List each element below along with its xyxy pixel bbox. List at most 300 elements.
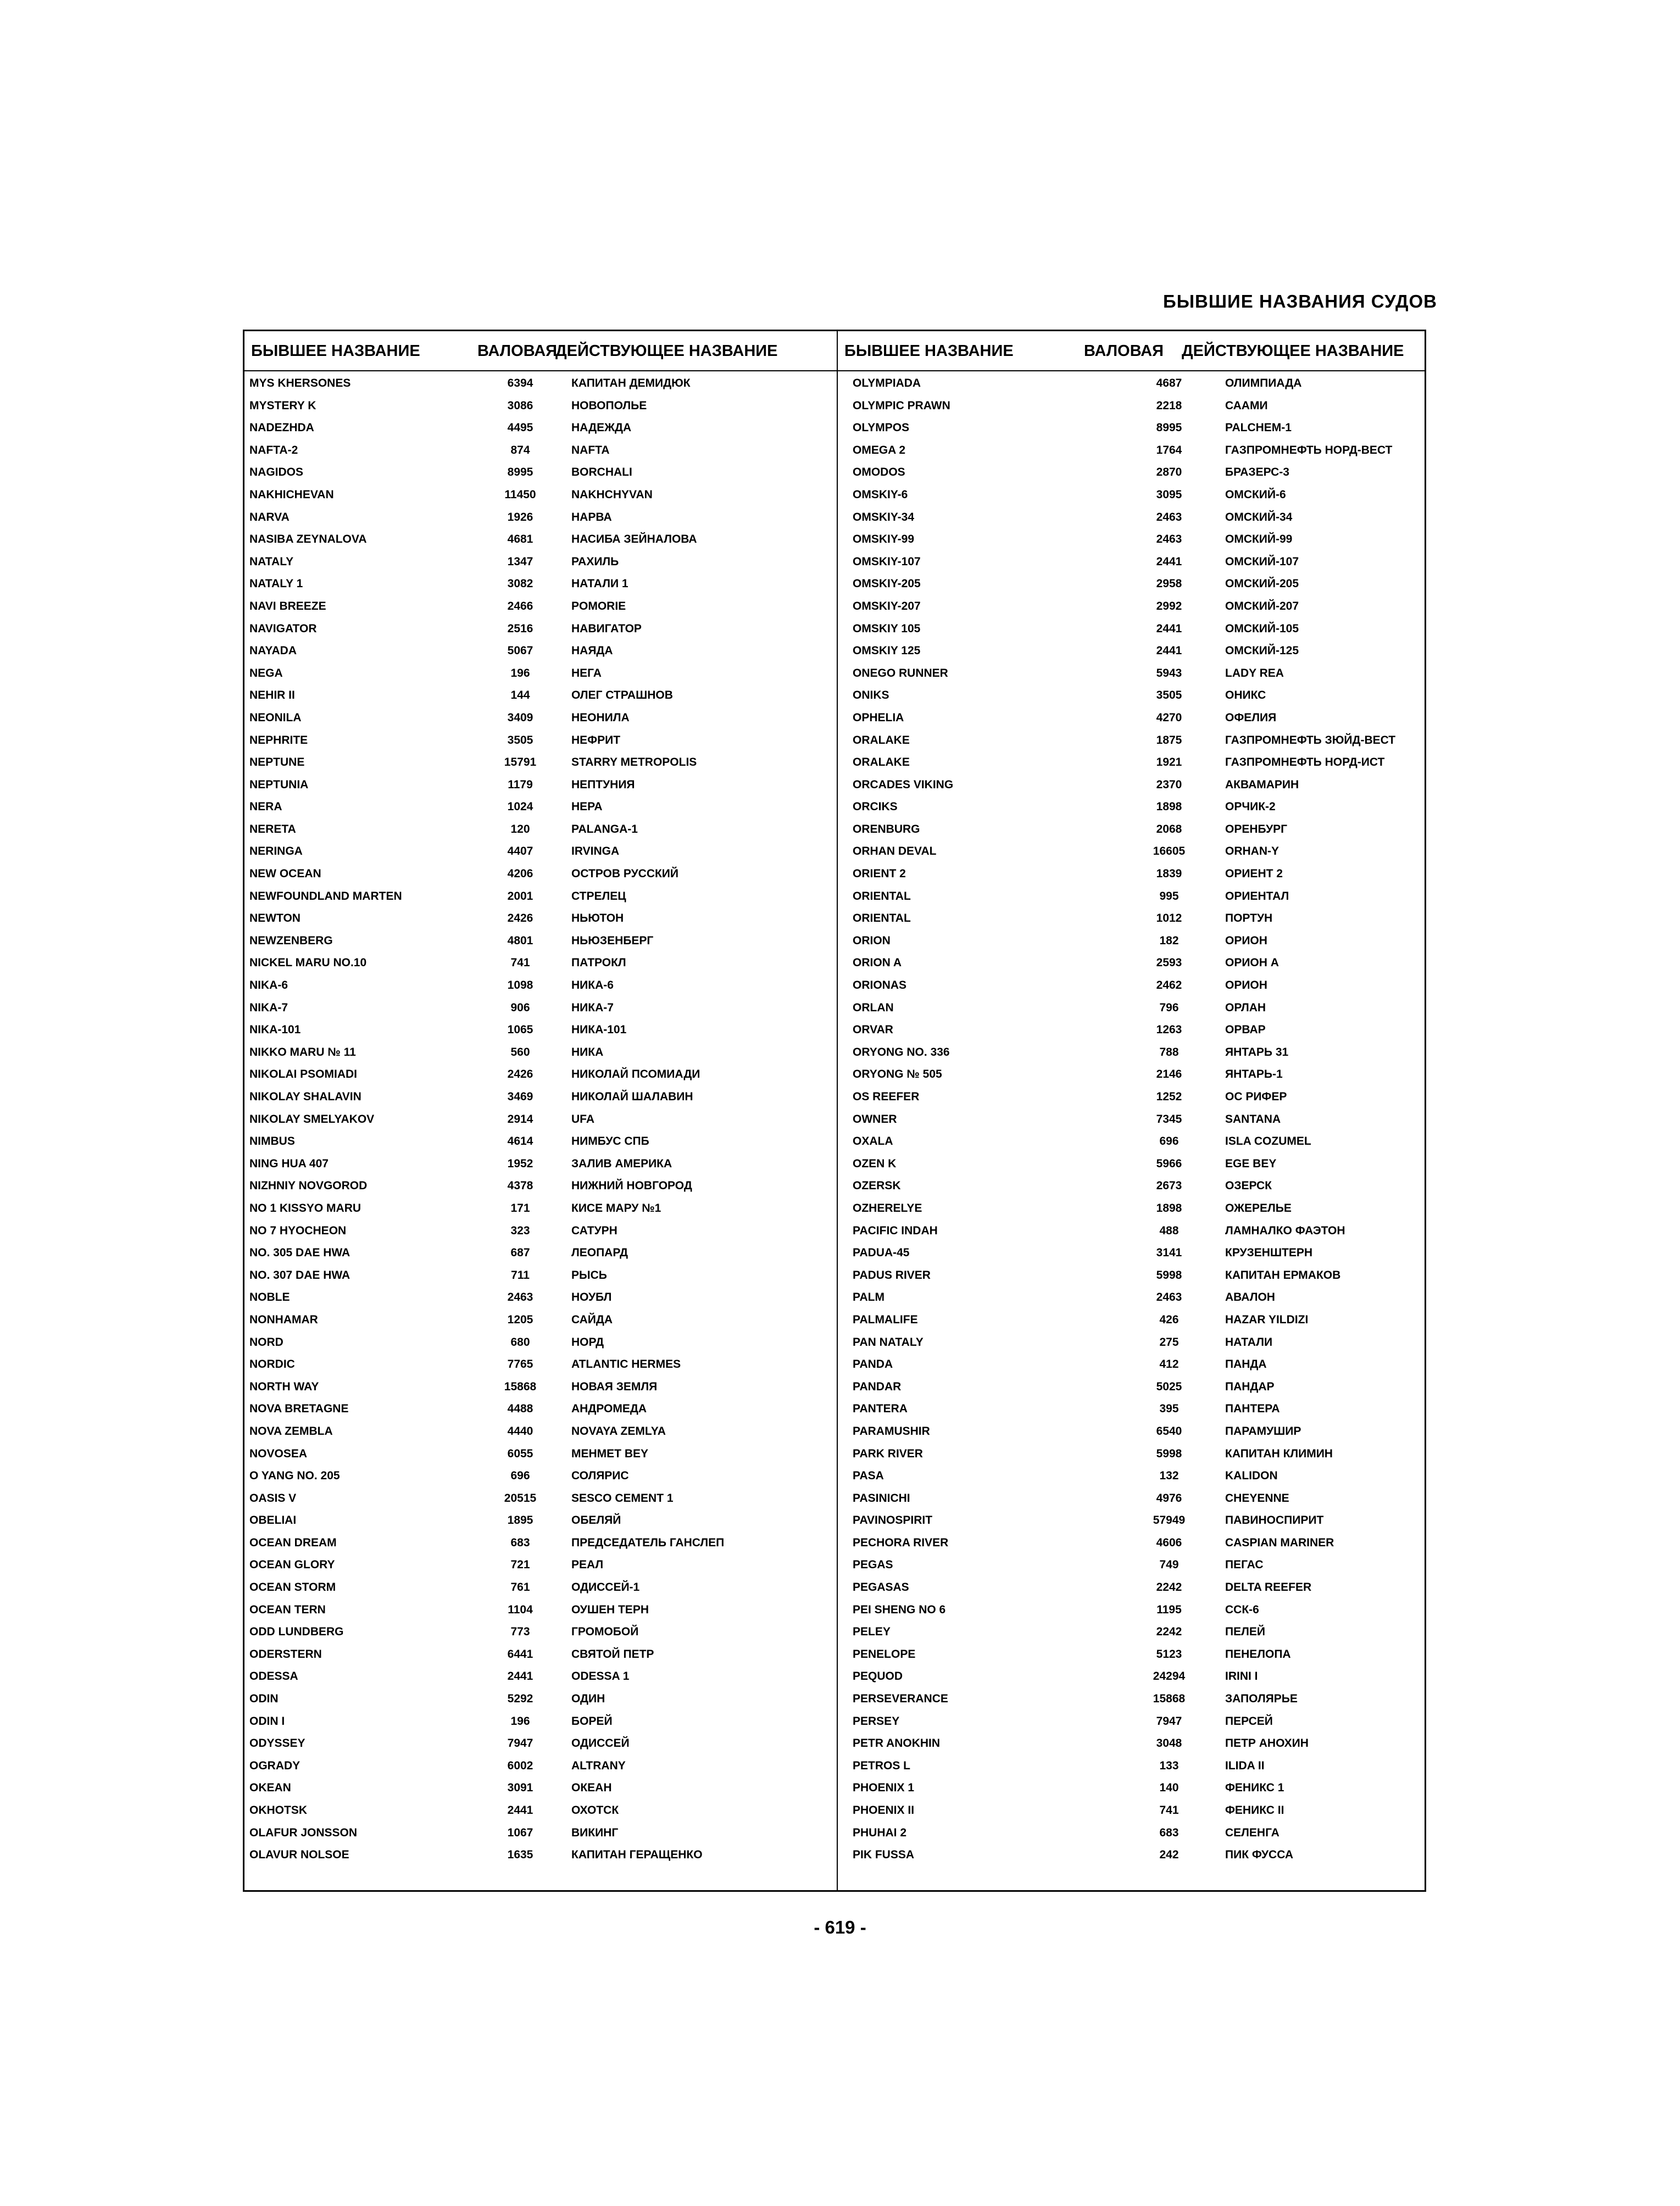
former-name-cell: OKHOTSK (249, 1804, 307, 1817)
table-row (838, 1332, 1429, 1355)
former-name-cell: NIZHNIY NOVGOROD (249, 1179, 368, 1193)
current-name-cell: ГАЗПРОМНЕФТЬ НОРД-ИСТ (1225, 756, 1385, 769)
gross-tonnage-cell: 683 (510, 1536, 530, 1549)
table-row (244, 1109, 836, 1132)
former-name-cell: NEPTUNIA (249, 778, 309, 791)
table-row (838, 1644, 1429, 1667)
gross-tonnage-cell: 140 (1159, 1781, 1179, 1795)
current-name-cell: EGE BEY (1225, 1157, 1277, 1170)
table-row (838, 864, 1429, 886)
table-row (244, 1644, 836, 1667)
right-header-gross: ВАЛОВАЯ (1084, 342, 1164, 360)
current-name-cell: НЬЮЗЕНБЕРГ (571, 934, 654, 947)
current-name-cell: IRVINGA (571, 845, 620, 858)
table-row (244, 573, 836, 596)
former-name-cell: NEWFOUNDLAND MARTEN (249, 889, 402, 903)
gross-tonnage-cell: 4440 (507, 1424, 533, 1438)
table-row (244, 952, 836, 975)
former-name-cell: PHUHAI 2 (853, 1826, 907, 1839)
gross-tonnage-cell: 144 (510, 689, 530, 702)
gross-tonnage-cell: 323 (510, 1224, 530, 1237)
current-name-cell: ОДИССЕЙ-1 (571, 1581, 640, 1594)
gross-tonnage-cell: 2462 (1156, 979, 1182, 992)
current-name-cell: НОРД (571, 1335, 604, 1349)
gross-tonnage-cell: 3409 (507, 711, 533, 724)
table-row (838, 1555, 1429, 1577)
former-name-cell: PASA (853, 1469, 884, 1483)
former-name-cell: OMODOS (853, 466, 905, 479)
current-name-cell: ПРЕДСЕДАТЕЛЬ ГАНСЛЕП (571, 1536, 725, 1549)
current-name-cell: ПАВИНОСПИРИТ (1225, 1514, 1324, 1527)
current-name-cell: ПАНТЕРА (1225, 1402, 1280, 1416)
current-name-cell: НЕФРИТ (571, 733, 621, 747)
former-name-cell: NO 1 KISSYO MARU (249, 1201, 361, 1215)
former-name-cell: PELEY (853, 1625, 891, 1639)
former-name-cell: NEWZENBERG (249, 934, 333, 947)
current-name-cell: ФЕНИКС 1 (1225, 1781, 1284, 1795)
table-row (244, 685, 836, 708)
gross-tonnage-cell: 696 (1159, 1135, 1179, 1148)
former-name-cell: PASINICHI (853, 1491, 910, 1505)
current-name-cell: ILIDA II (1225, 1759, 1265, 1772)
table-row (244, 1488, 836, 1511)
header-rule (244, 370, 1425, 371)
table-row (838, 998, 1429, 1020)
gross-tonnage-cell: 6441 (507, 1647, 533, 1661)
table-row (838, 1577, 1429, 1600)
right-header-former-name: БЫВШЕЕ НАЗВАНИЕ (844, 342, 1014, 360)
table-row (244, 1444, 836, 1466)
former-name-cell: NIKOLAY SHALAVIN (249, 1090, 361, 1103)
current-name-cell: ОМСКИЙ-99 (1225, 533, 1293, 546)
former-name-cell: ORIENTAL (853, 889, 911, 903)
current-name-cell: ОЛЕГ СТРАШНОВ (571, 689, 673, 702)
former-name-cell: NATALY 1 (249, 577, 303, 591)
gross-tonnage-cell: 426 (1159, 1313, 1179, 1326)
gross-tonnage-cell: 680 (510, 1335, 530, 1349)
gross-tonnage-cell: 11450 (504, 488, 536, 501)
former-name-cell: PEGASAS (853, 1581, 909, 1594)
current-name-cell: САЙДА (571, 1313, 613, 1326)
table-row (244, 1287, 836, 1310)
former-name-cell: OCEAN TERN (249, 1603, 326, 1616)
current-name-cell: ОБЕЛЯЙ (571, 1514, 621, 1527)
current-name-cell: ЯНТАРЬ-1 (1225, 1068, 1283, 1081)
gross-tonnage-cell: 24294 (1153, 1670, 1186, 1683)
table-row (838, 1221, 1429, 1243)
gross-tonnage-cell: 3048 (1156, 1737, 1182, 1750)
former-name-cell: NO 7 HYOCHEON (249, 1224, 347, 1237)
gross-tonnage-cell: 4681 (507, 533, 533, 546)
former-name-cell: NAFTA-2 (249, 443, 298, 456)
table-row (838, 1488, 1429, 1511)
table-row (838, 886, 1429, 909)
former-name-cell: OASIS V (249, 1491, 297, 1505)
former-name-cell: NEHIR II (249, 689, 295, 702)
table-row (838, 685, 1429, 708)
former-name-cell: OLAFUR JONSSON (249, 1826, 358, 1839)
table-row (244, 1421, 836, 1444)
gross-tonnage-cell: 3091 (507, 1781, 533, 1795)
current-name-cell: LADY REA (1225, 666, 1284, 679)
current-name-cell: ОКЕАН (571, 1781, 612, 1795)
gross-tonnage-cell: 5998 (1156, 1447, 1182, 1460)
table-row (838, 1711, 1429, 1734)
gross-tonnage-cell: 182 (1159, 934, 1179, 947)
current-name-cell: КАПИТАН ДЕМИДЮК (571, 377, 691, 389)
former-name-cell: NERINGA (249, 845, 303, 858)
table-row (244, 619, 836, 641)
gross-tonnage-cell: 20515 (504, 1491, 537, 1505)
gross-tonnage-cell: 1839 (1156, 867, 1182, 881)
table-row (244, 373, 836, 395)
gross-tonnage-cell: 488 (1159, 1224, 1179, 1237)
former-name-cell: NORDIC (249, 1358, 295, 1371)
former-name-cell: ORALAKE (853, 756, 910, 769)
table-row (838, 1243, 1429, 1265)
gross-tonnage-cell: 3082 (507, 577, 533, 591)
former-name-cell: PEI SHENG NO 6 (853, 1603, 946, 1616)
former-name-cell: ORYONG № 505 (853, 1068, 942, 1081)
current-name-cell: ОРИЕНТАЛ (1225, 889, 1289, 903)
current-name-cell: ОНИКС (1225, 689, 1266, 702)
former-name-cell: OZERSK (853, 1179, 901, 1193)
gross-tonnage-cell: 2242 (1156, 1581, 1182, 1594)
gross-tonnage-cell: 15868 (1153, 1692, 1186, 1706)
table-row (838, 1109, 1429, 1132)
former-name-cell: PIK FUSSA (853, 1848, 915, 1862)
current-name-cell: CHEYENNE (1225, 1491, 1289, 1505)
former-name-cell: PARK RIVER (853, 1447, 923, 1460)
table-row (244, 864, 836, 886)
former-name-cell: NEPHRITE (249, 733, 308, 747)
current-name-cell: ОДИССЕЙ (571, 1737, 630, 1750)
current-name-cell: БРАЗЕРС-3 (1225, 466, 1289, 479)
current-name-cell: SANTANA (1225, 1112, 1281, 1126)
current-name-cell: ОЖЕРЕЛЬЕ (1225, 1201, 1292, 1215)
former-name-cell: ORIENT 2 (853, 867, 906, 881)
gross-tonnage-cell: 1098 (507, 979, 533, 992)
current-name-cell: ISLA COZUMEL (1225, 1135, 1311, 1148)
gross-tonnage-cell: 1898 (1156, 1201, 1182, 1215)
table-row (838, 1176, 1429, 1198)
former-name-cell: OMSKIY 125 (853, 644, 921, 658)
table-row (838, 1444, 1429, 1466)
table-row (244, 1689, 836, 1711)
current-name-cell: ОРИОН (1225, 979, 1267, 992)
table-row (244, 1600, 836, 1622)
table-row (838, 975, 1429, 998)
table-row (838, 1131, 1429, 1154)
table-row (244, 440, 836, 463)
current-name-cell: ПЕРСЕЙ (1225, 1714, 1273, 1728)
gross-tonnage-cell: 1012 (1156, 912, 1182, 925)
former-name-cell: NAYADA (249, 644, 297, 658)
former-name-cell: NEONILA (249, 711, 302, 724)
gross-tonnage-cell: 2992 (1156, 599, 1182, 612)
table-row (244, 1042, 836, 1065)
table-row (838, 796, 1429, 819)
table-row (838, 640, 1429, 663)
gross-tonnage-cell: 4687 (1156, 377, 1182, 389)
current-name-cell: СЕЛЕНГА (1225, 1826, 1280, 1839)
former-name-cell: NEW OCEAN (249, 867, 321, 881)
current-name-cell: ПЕГАС (1225, 1558, 1264, 1572)
table-row (244, 796, 836, 819)
current-name-cell: HAZAR YILDIZI (1225, 1313, 1309, 1326)
gross-tonnage-cell: 2516 (507, 622, 533, 635)
former-name-cell: NEPTUNE (249, 756, 305, 769)
gross-tonnage-cell: 683 (1159, 1826, 1179, 1839)
gross-tonnage-cell: 3505 (1156, 689, 1182, 702)
former-name-cell: NIMBUS (249, 1135, 295, 1148)
current-name-cell: ОС РИФЕР (1225, 1090, 1287, 1103)
former-name-cell: NO. 305 DAE HWA (249, 1246, 351, 1260)
gross-tonnage-cell: 721 (510, 1558, 530, 1572)
gross-tonnage-cell: 132 (1159, 1469, 1179, 1483)
former-name-cell: OCEAN GLORY (249, 1558, 335, 1572)
current-name-cell: ССК-6 (1225, 1603, 1259, 1616)
table-row (244, 730, 836, 753)
table-row (244, 886, 836, 909)
former-name-cell: PENELOPE (853, 1647, 916, 1661)
table-row (838, 1377, 1429, 1399)
current-name-cell: ГАЗПРОМНЕФТЬ НОРД-ВЕСТ (1225, 443, 1393, 456)
current-name-cell: ФЕНИКС II (1225, 1804, 1284, 1817)
table-row (838, 1399, 1429, 1421)
former-name-cell: PACIFIC INDAH (853, 1224, 938, 1237)
gross-tonnage-cell: 8995 (507, 466, 533, 479)
gross-tonnage-cell: 120 (510, 822, 530, 835)
current-name-cell: ПАНДА (1225, 1358, 1267, 1371)
current-name-cell: ПЕТР АНОХИН (1225, 1737, 1309, 1750)
table-row (244, 1087, 836, 1109)
former-name-cell: OXALA (853, 1135, 893, 1148)
former-name-cell: PHOENIX II (853, 1804, 915, 1817)
gross-tonnage-cell: 1347 (507, 555, 533, 568)
gross-tonnage-cell: 4614 (507, 1135, 533, 1148)
gross-tonnage-cell: 2426 (507, 912, 533, 925)
gross-tonnage-cell: 2463 (507, 1291, 533, 1304)
table-row (244, 1711, 836, 1734)
page-title: БЫВШИЕ НАЗВАНИЯ СУДОВ (1163, 291, 1437, 311)
table-row (838, 1087, 1429, 1109)
left-header-former-name: БЫВШЕЕ НАЗВАНИЕ (251, 342, 420, 360)
table-row (244, 1577, 836, 1600)
table-row (838, 952, 1429, 975)
former-name-cell: NIKOLAY SMELYAKOV (249, 1112, 375, 1126)
gross-tonnage-cell: 2370 (1156, 778, 1182, 791)
table-row (838, 841, 1429, 864)
former-name-cell: NICKEL MARU NO.10 (249, 956, 367, 970)
gross-tonnage-cell: 3141 (1156, 1246, 1182, 1260)
table-row (838, 1533, 1429, 1555)
current-name-cell: ALTRANY (571, 1759, 626, 1772)
gross-tonnage-cell: 2068 (1156, 822, 1182, 835)
current-name-cell: ОМСКИЙ-205 (1225, 577, 1299, 591)
current-name-cell: ОРИЕНТ 2 (1225, 867, 1283, 881)
current-name-cell: НАВИГАТОР (571, 622, 642, 635)
current-name-cell: ОХОТСК (571, 1804, 619, 1817)
former-name-cell: OMSKIY-107 (853, 555, 921, 568)
current-name-cell: ATLANTIC HERMES (571, 1358, 681, 1371)
former-name-cell: OMSKIY-99 (853, 533, 915, 546)
former-name-cell: ORLAN (853, 1001, 894, 1014)
gross-tonnage-cell: 5943 (1156, 666, 1182, 679)
gross-tonnage-cell: 1024 (507, 800, 533, 814)
current-name-cell: ОМСКИЙ-207 (1225, 599, 1299, 612)
former-name-cell: NASIBA ZEYNALOVA (249, 533, 367, 546)
gross-tonnage-cell: 1926 (507, 510, 533, 523)
table-row (244, 1823, 836, 1845)
current-name-cell: НИКОЛАЙ ШАЛАВИН (571, 1090, 693, 1103)
current-name-cell: НОВАЯ ЗЕМЛЯ (571, 1380, 658, 1393)
former-name-cell: PADUA-45 (853, 1246, 910, 1260)
gross-tonnage-cell: 4378 (507, 1179, 533, 1193)
former-name-cell: PETR ANOKHIN (853, 1737, 941, 1750)
gross-tonnage-cell: 1635 (507, 1848, 533, 1862)
gross-tonnage-cell: 2870 (1156, 466, 1182, 479)
page-number: - 619 - (814, 1917, 866, 1937)
current-name-cell: ЗАПОЛЯРЬЕ (1225, 1692, 1298, 1706)
current-name-cell: ПАТРОКЛ (571, 956, 626, 970)
current-name-cell: ОУШЕН ТЕРН (571, 1603, 649, 1616)
gross-tonnage-cell: 1067 (507, 1826, 533, 1839)
table-row (838, 663, 1429, 686)
current-name-cell: ГРОМОБОЙ (571, 1625, 639, 1639)
table-row (838, 931, 1429, 953)
gross-tonnage-cell: 16605 (1153, 845, 1186, 858)
current-name-cell: СВЯТОЙ ПЕТР (571, 1647, 654, 1661)
former-name-cell: NAGIDOS (249, 466, 304, 479)
current-name-cell: АНДРОМЕДА (571, 1402, 647, 1416)
gross-tonnage-cell: 5966 (1156, 1157, 1182, 1170)
current-name-cell: ОМСКИЙ-105 (1225, 622, 1299, 635)
table-row (838, 1287, 1429, 1310)
table-row (244, 975, 836, 998)
gross-tonnage-cell: 6394 (507, 377, 533, 389)
former-name-cell: ODIN I (249, 1714, 285, 1728)
former-name-cell: OMSKIY-205 (853, 577, 921, 591)
former-name-cell: OMSKIY 105 (853, 622, 921, 635)
former-name-cell: PETROS L (853, 1759, 911, 1772)
table-row (244, 1510, 836, 1533)
gross-tonnage-cell: 5123 (1156, 1647, 1182, 1661)
gross-tonnage-cell: 196 (510, 666, 530, 679)
gross-tonnage-cell: 4606 (1156, 1536, 1182, 1549)
gross-tonnage-cell: 3469 (507, 1090, 533, 1103)
gross-tonnage-cell: 2593 (1156, 956, 1182, 970)
gross-tonnage-cell: 2958 (1156, 577, 1182, 591)
table-row (838, 1666, 1429, 1689)
former-name-cell: OPHELIA (853, 711, 904, 724)
table-row (244, 417, 836, 440)
table-row (244, 1778, 836, 1800)
current-name-cell: PALCHEM-1 (1225, 421, 1292, 434)
current-name-cell: НИКОЛАЙ ПСОМИАДИ (571, 1068, 700, 1081)
former-name-cell: PEQUOD (853, 1670, 903, 1683)
table-row (838, 529, 1429, 552)
gross-tonnage-cell: 5292 (507, 1692, 533, 1706)
table-row (838, 908, 1429, 931)
former-name-cell: ORALAKE (853, 733, 910, 747)
former-name-cell: NEWTON (249, 912, 301, 925)
gross-tonnage-cell: 4488 (507, 1402, 533, 1416)
former-name-cell: ODD LUNDBERG (249, 1625, 344, 1639)
gross-tonnage-cell: 2466 (507, 599, 533, 612)
gross-tonnage-cell: 560 (510, 1045, 530, 1059)
table-row (838, 395, 1429, 418)
current-name-cell: НАСИБА ЗЕЙНАЛОВА (571, 533, 697, 546)
table-row (838, 619, 1429, 641)
current-name-cell: БОРЕЙ (571, 1714, 613, 1728)
former-name-cell: NONHAMAR (249, 1313, 318, 1326)
table-row (244, 998, 836, 1020)
gross-tonnage-cell: 788 (1159, 1045, 1179, 1059)
current-name-cell: ГАЗПРОМНЕФТЬ ЗЮЙД-ВЕСТ (1225, 733, 1396, 747)
table-row (244, 1198, 836, 1221)
table-row (244, 1131, 836, 1154)
gross-tonnage-cell: 1895 (507, 1514, 533, 1527)
former-name-cell: ORION (853, 934, 891, 947)
former-name-cell: PECHORA RIVER (853, 1536, 949, 1549)
former-name-cell: PALMALIFE (853, 1313, 918, 1326)
former-name-cell: MYS KHERSONES (249, 377, 351, 389)
current-name-cell: НИКА-7 (571, 1001, 614, 1014)
current-name-cell: MEHMET BEY (571, 1447, 649, 1460)
gross-tonnage-cell: 4270 (1156, 711, 1182, 724)
gross-tonnage-cell: 796 (1159, 1001, 1179, 1014)
table-row (838, 1042, 1429, 1065)
former-name-cell: PADUS RIVER (853, 1268, 931, 1282)
former-name-cell: OLYMPIADA (853, 377, 921, 389)
table-row (838, 1733, 1429, 1756)
table-row (244, 1310, 836, 1332)
gross-tonnage-cell: 15791 (504, 756, 537, 769)
former-name-cell: NAVI BREEZE (249, 599, 326, 612)
current-name-cell: ОРИОН (1225, 934, 1267, 947)
table-row (244, 1377, 836, 1399)
gross-tonnage-cell: 2441 (507, 1670, 533, 1683)
current-name-cell: CASPIAN MARINER (1225, 1536, 1334, 1549)
gross-tonnage-cell: 1179 (508, 778, 533, 791)
former-name-cell: NIKA-101 (249, 1023, 301, 1037)
table-row (838, 1600, 1429, 1622)
former-name-cell: OMEGA 2 (853, 443, 906, 456)
table-row (244, 1154, 836, 1176)
gross-tonnage-cell: 2242 (1156, 1625, 1182, 1639)
table-row (838, 1622, 1429, 1644)
gross-tonnage-cell: 2914 (507, 1112, 533, 1126)
current-name-cell: РЫСЬ (571, 1268, 607, 1282)
table-row (838, 1756, 1429, 1778)
table-row (838, 1265, 1429, 1288)
former-name-cell: ORIONAS (853, 979, 907, 992)
former-name-cell: OS REEFER (853, 1090, 920, 1103)
current-name-cell: КАПИТАН ЕРМАКОВ (1225, 1268, 1341, 1282)
former-name-cell: ONIKS (853, 689, 889, 702)
gross-tonnage-cell: 8995 (1156, 421, 1182, 434)
former-name-cell: OMSKIY-6 (853, 488, 908, 501)
current-name-cell: НЕРА (571, 800, 603, 814)
former-name-cell: NATALY (249, 555, 294, 568)
table-row (838, 484, 1429, 507)
table-row (838, 752, 1429, 775)
table-row (244, 908, 836, 931)
left-column-rows (244, 373, 836, 1867)
table-row (838, 1421, 1429, 1444)
gross-tonnage-cell: 171 (510, 1201, 530, 1215)
